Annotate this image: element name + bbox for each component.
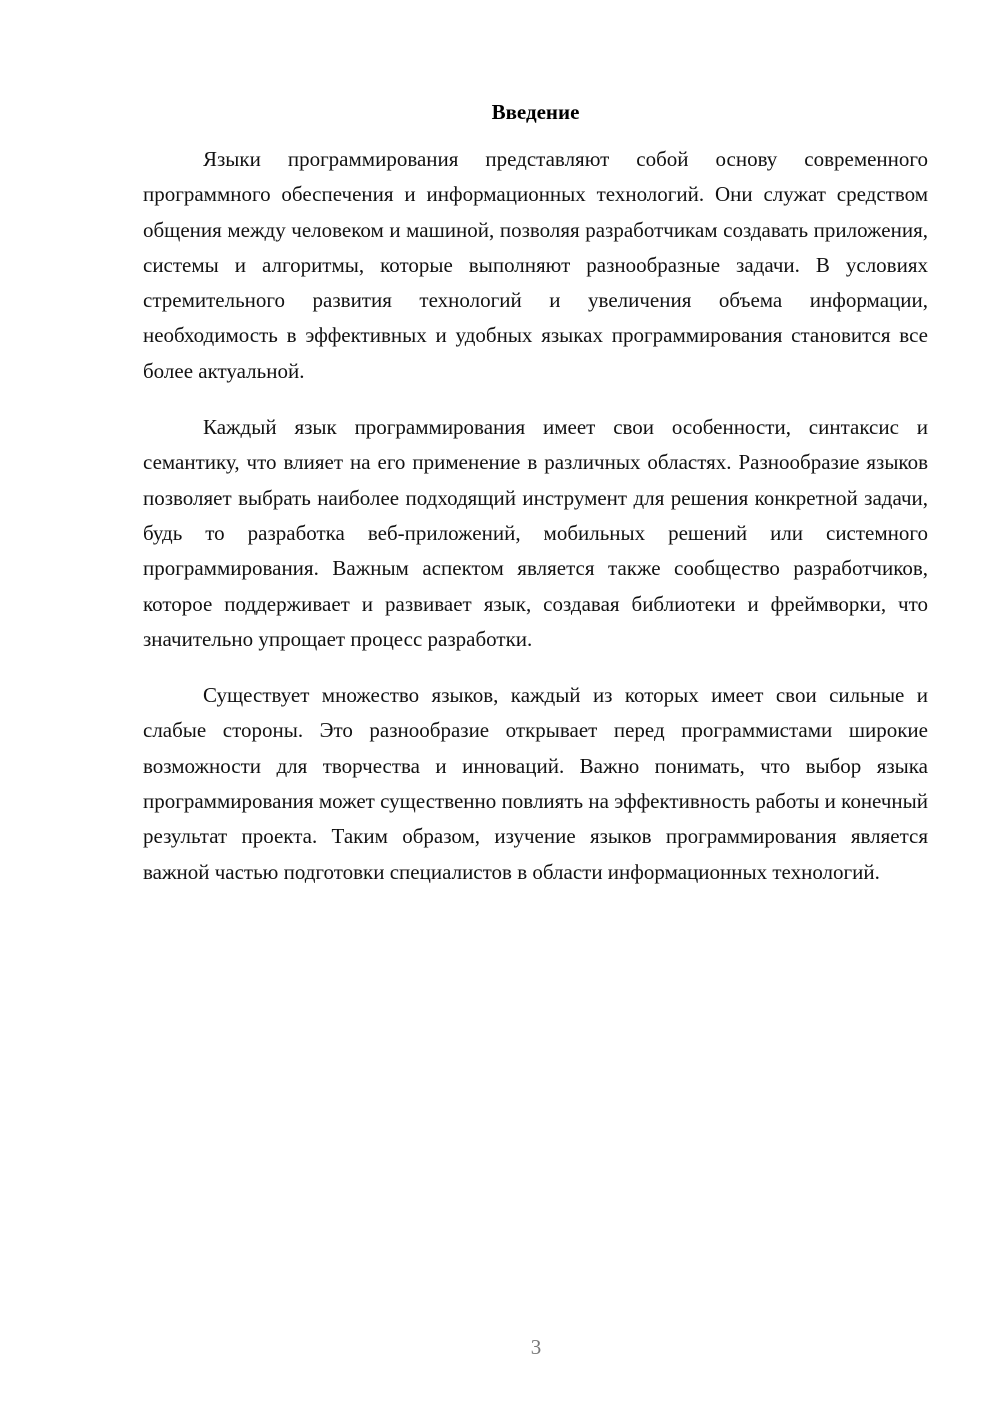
paragraph-1: Языки программирования представляют собой основу современного программного обеспечения и информационных технологий. Они служат средством общения между человеком и машиной, позволяя разработчикам создавать приложения, системы и алгоритмы, которые выполняют разнообразные задачи. В условиях стремительного развития технологий и увеличения объема информации, необходимость в эффективных и удобных языках программирования становится все более актуальной. xyxy=(143,147,928,383)
page-number: 3 xyxy=(530,1335,542,1359)
section-heading: Введение xyxy=(491,100,580,124)
page-content xyxy=(143,96,928,911)
paragraph-2: Каждый язык программирования имеет свои особенности, синтаксис и семантику, что влияет на его применение в различных областях. Разнообразие языков позволяет выбрать наиболее подходящий инструмент для решения конкретной задачи, будь то разработка веб-приложений, мобильных решений или системного программирования. Важным аспектом является также сообщество разработчиков, которое поддерживает и развивает язык, создавая библиотеки и фреймворки, что значительно упрощает процесс разработки. xyxy=(143,415,928,651)
paragraph-3: Существует множество языков, каждый из которых имеет свои сильные и слабые стороны. Это разнообразие открывает перед программистами широкие возможности для творчества и инноваций. Важно понимать, что выбор языка программирования может существенно повлиять на эффективность работы и конечный результат проекта. Таким образом, изучение языков программирования является важной частью подготовки специалистов в области информационных технологий. xyxy=(143,683,928,884)
